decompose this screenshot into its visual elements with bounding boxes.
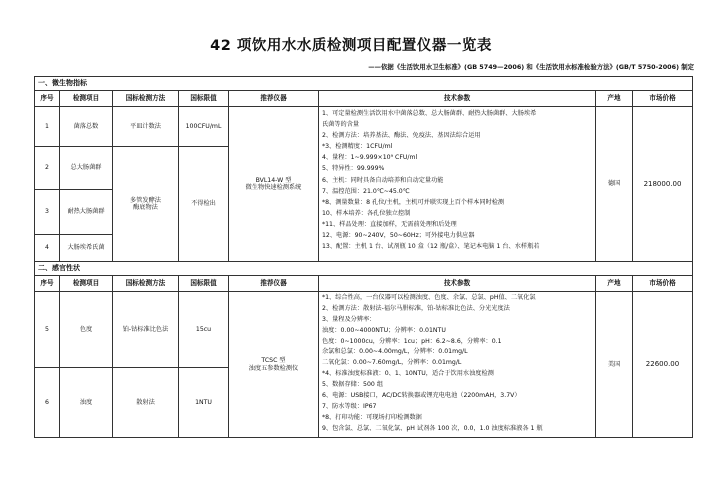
table-row bbox=[35, 107, 693, 147]
test-method: 散射法 bbox=[113, 368, 179, 438]
tech-line: 13、配置：主机 1 台、试剂瓶 10 盒（12 瓶/盒）、笔记本电脑 1 台、水样瓶若 bbox=[322, 243, 540, 251]
test-item: 耐热大肠菌群 bbox=[60, 190, 113, 235]
tech-line: 余氯和总氯：0.00~4.00mg/L，分辨率：0.01mg/L bbox=[322, 348, 468, 356]
page-subtitle: ——依据《生活饮用水卫生标准》(GB 5749—2006) 和《生活饮用水标准检验方法》(GB/T 5750-2006) 制定 bbox=[368, 63, 694, 71]
instrument-table bbox=[34, 76, 693, 438]
tech-line: 浊度：0.00~4000NTU；分辨率：0.01NTU bbox=[322, 326, 446, 334]
tech-line: 2、检测方法：培养基法、酶法、免疫法、基因法综合运用 bbox=[322, 132, 481, 140]
test-item: 浊度 bbox=[60, 368, 113, 438]
header-row bbox=[35, 91, 693, 107]
instrument-model: BVL14-W 型 bbox=[255, 176, 292, 184]
header-row bbox=[35, 276, 693, 292]
limit-value: 15cu bbox=[179, 292, 229, 368]
instrument-name: 浊度五参数检测仪 bbox=[248, 364, 299, 372]
instrument-model: TCSC 型 bbox=[261, 357, 286, 365]
test-method: 铂-钴标准比色法 bbox=[113, 292, 179, 368]
tech-line: *8、测量数量：8 孔位/主机，主机可并联实现上百个样本同时检测 bbox=[322, 198, 505, 206]
section-row bbox=[35, 77, 693, 91]
header-cell: 推荐仪器 bbox=[229, 276, 319, 292]
test-method: 平皿计数法 bbox=[113, 107, 179, 147]
tech-line: 12、电源：90~240V，50~60Hz；可外接电力供应器 bbox=[322, 232, 475, 240]
tech-line: 5、特异性：99.999% bbox=[322, 165, 385, 173]
header-cell: 产地 bbox=[596, 276, 633, 292]
tech-line: 5、数据存储：500 组 bbox=[322, 381, 384, 389]
tech-line: 2、检测方法：散射法-福尔马肼标准，铂-钴标准比色法、分光光度法 bbox=[322, 304, 510, 312]
header-cell: 序号 bbox=[35, 91, 60, 107]
tech-line: *11、样品处理：直接加样，无需前处理和后处理 bbox=[322, 220, 457, 228]
page-title: 42 项饮用水水质检测项目配置仪器一览表 bbox=[210, 38, 492, 54]
limit-value: 100CFU/mL bbox=[179, 107, 229, 147]
market-price: 218000.00 bbox=[633, 107, 693, 262]
header-cell: 技术参数 bbox=[319, 276, 596, 292]
limit-value: 1NTU bbox=[179, 368, 229, 438]
tech-line: 4、量程：1~9.999×10⁹ CFU/ml bbox=[322, 154, 418, 162]
tech-line: 氏菌等的含量 bbox=[322, 121, 360, 129]
test-item: 色度 bbox=[60, 292, 113, 368]
method-line: 酶底物法 bbox=[133, 204, 158, 211]
tech-line: 二氧化氯：0.00~7.60mg/L，分辨率：0.01mg/L bbox=[322, 359, 462, 367]
header-cell: 国标限值 bbox=[179, 91, 229, 107]
recommended-instrument bbox=[229, 292, 319, 438]
header-cell: 市场价格 bbox=[633, 276, 693, 292]
header-cell: 技术参数 bbox=[319, 91, 596, 107]
section-title: 二、感官性状 bbox=[35, 262, 693, 276]
header-cell: 国标检测方法 bbox=[113, 276, 179, 292]
market-price: 22600.00 bbox=[633, 292, 693, 438]
method-line: 多管发酵法 bbox=[130, 196, 161, 204]
test-item: 总大肠菌群 bbox=[60, 147, 113, 190]
header-cell: 产地 bbox=[596, 91, 633, 107]
row-number: 1 bbox=[35, 107, 60, 147]
tech-line: 9、包含氯、总氯、二氧化氯、pH 试剂各 100 次，0.0，1.0 浊度标准液各 1 瓶 bbox=[322, 424, 543, 432]
test-item: 菌落总数 bbox=[60, 107, 113, 147]
tech-line: 7、温控范围：21.0℃~45.0℃ bbox=[322, 187, 410, 195]
test-item: 大肠埃希氏菌 bbox=[60, 235, 113, 262]
row-number: 6 bbox=[35, 368, 60, 438]
row-number: 2 bbox=[35, 147, 60, 190]
section-title: 一、微生物指标 bbox=[35, 77, 693, 91]
tech-line: 3、量程及分辨率： bbox=[322, 315, 376, 323]
header-cell: 国标限值 bbox=[179, 276, 229, 292]
recommended-instrument bbox=[229, 107, 319, 262]
tech-line: 6、主机：同时具备自动培养和自动定量功能 bbox=[322, 176, 444, 184]
header-cell: 检测项目 bbox=[60, 276, 113, 292]
header-cell: 市场价格 bbox=[633, 91, 693, 107]
origin: 德国 bbox=[596, 107, 633, 262]
origin: 美国 bbox=[596, 292, 633, 438]
table-row bbox=[35, 292, 693, 368]
instrument-name: 微生物快速检测系统 bbox=[245, 184, 302, 191]
tech-line: *1、综合性高，一台仪器可以检测浊度、色度、余氯、总氯、pH值、二氧化氯 bbox=[322, 294, 536, 301]
limit-value: 不得检出 bbox=[179, 147, 229, 262]
tech-params bbox=[319, 107, 596, 262]
tech-line: 10、样本培养：各孔位独立控制 bbox=[322, 209, 411, 217]
tech-line: 7、防水等级：IP67 bbox=[322, 402, 377, 410]
header-cell: 检测项目 bbox=[60, 91, 113, 107]
tech-line: *3、检测精度：1CFU/ml bbox=[322, 143, 393, 151]
section-row bbox=[35, 262, 693, 276]
tech-line: *4、标准浊度标准液：0、1、10NTU，适合于饮用水浊度检测 bbox=[322, 370, 494, 378]
tech-line: *8、打印功能：可现场打印检测数据 bbox=[322, 413, 422, 421]
header-cell: 序号 bbox=[35, 276, 60, 292]
row-number: 5 bbox=[35, 292, 60, 368]
row-number: 3 bbox=[35, 190, 60, 235]
row-number: 4 bbox=[35, 235, 60, 262]
test-method bbox=[113, 147, 179, 262]
tech-params bbox=[319, 292, 596, 438]
header-cell: 国标检测方法 bbox=[113, 91, 179, 107]
tech-line: 色度：0~1000cu，分辨率：1cu；pH：6.2~8.6，分辨率：0.1 bbox=[322, 337, 502, 345]
header-cell: 推荐仪器 bbox=[229, 91, 319, 107]
tech-line: 1、可定量检测生活饮用水中菌落总数、总大肠菌群、耐热大肠菌群、大肠埃希 bbox=[322, 110, 537, 117]
tech-line: 6、电源：USB接口，AC/DC转换器或锂充电电池（2200mAH，3.7V） bbox=[322, 392, 521, 400]
